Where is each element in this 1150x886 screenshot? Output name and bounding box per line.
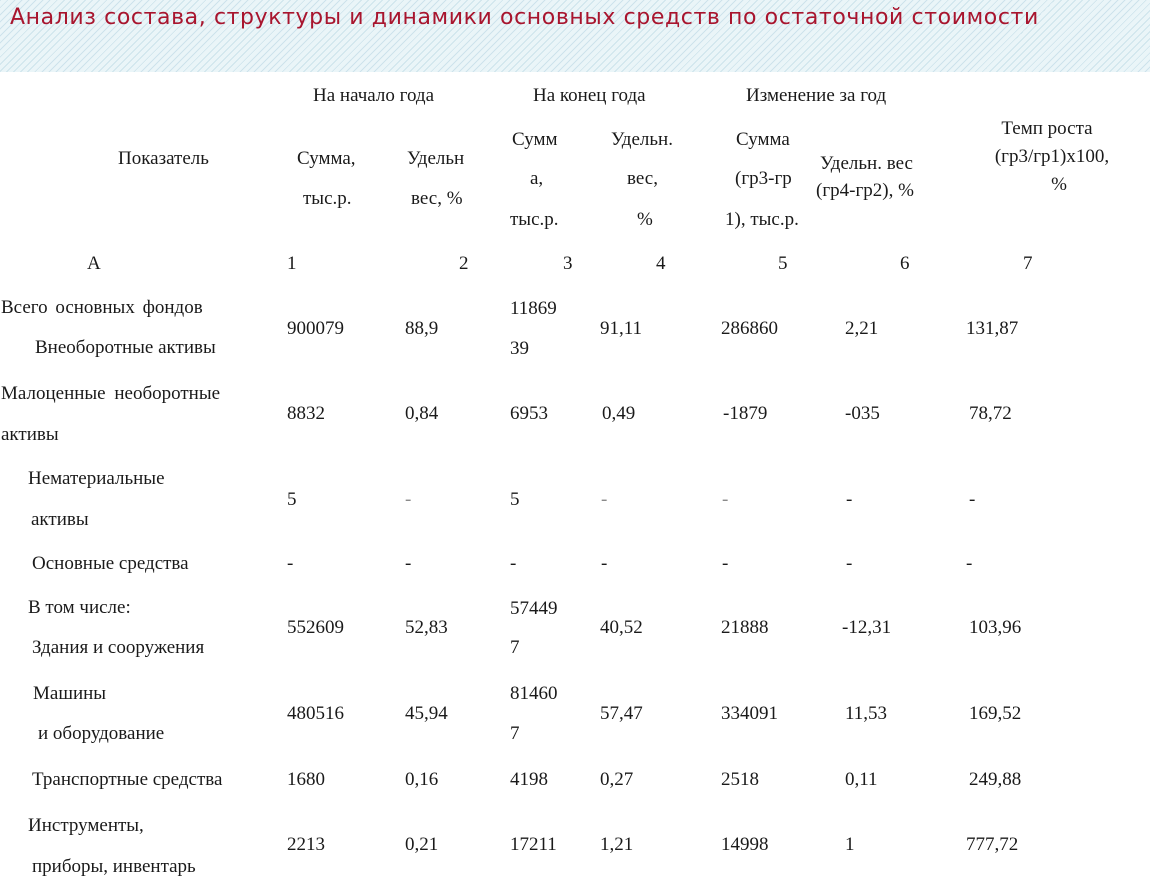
header-c1-line2: тыс.р. — [303, 188, 352, 209]
number-3-clip — [563, 245, 571, 283]
cell-c7: - — [966, 553, 973, 574]
cell-c5: 2518 — [721, 769, 759, 790]
cell-c6: -035 — [845, 403, 880, 424]
row-label: Транспортные средства — [32, 769, 223, 790]
cell-c4: 91,11 — [600, 318, 643, 339]
header-c2-line1: Удельн — [407, 148, 465, 169]
header-c5-line3: 1), тыс.р. — [725, 209, 799, 230]
number-6: 6 — [900, 253, 910, 274]
header-c3-line3: тыс.р. — [510, 209, 559, 230]
cell-c4: 0,27 — [600, 769, 634, 790]
cell-c6: -12,31 — [842, 617, 892, 638]
cell-c3: 17211 — [510, 834, 557, 855]
cell-c2: 45,94 — [405, 703, 448, 724]
row-label: Нематериальные — [28, 468, 165, 489]
cell-c4: - — [601, 553, 608, 574]
cell-c7: - — [969, 489, 976, 510]
cell-c5: - — [722, 489, 729, 510]
header-c6-line1: Удельн. вес — [820, 153, 913, 174]
cell-c1: 552609 — [287, 617, 344, 638]
cell-c6: - — [846, 489, 853, 510]
row-label: и оборудование — [38, 723, 165, 744]
header-c4-line3: % — [637, 209, 653, 230]
cell-c1: 8832 — [287, 403, 325, 424]
cell-c7: 103,96 — [969, 617, 1022, 638]
cell-c7: 249,88 — [969, 769, 1022, 790]
number-2: 2 — [459, 253, 469, 274]
cell-c3: 39 — [510, 338, 529, 359]
cell-c6: 2,21 — [845, 318, 879, 339]
cell-c5: -1879 — [723, 403, 768, 424]
cell-c6: 0,11 — [845, 769, 878, 790]
row-label: Малоценные необоротные — [1, 383, 221, 404]
cell-c1: 2213 — [287, 834, 325, 855]
row-label: Основные средства — [32, 553, 189, 574]
cell-c3: 57449 — [510, 598, 558, 619]
header-c7-line3: % — [1051, 174, 1067, 195]
cell-c6: 1 — [845, 834, 855, 855]
header-c3-line1: Сумм — [512, 129, 558, 150]
cell-c5: 286860 — [721, 318, 778, 339]
title-banner — [0, 0, 1150, 72]
group-header-change: Изменение за год — [746, 85, 887, 106]
cell-c3: 7 — [510, 723, 520, 744]
header-c1-line1: Сумма, — [297, 148, 356, 169]
row-label: Машины — [33, 683, 107, 704]
slide-title: Анализ состава, структуры и динамики основных средств по остаточной стоимости — [10, 5, 1039, 30]
cell-c1: - — [287, 553, 294, 574]
cell-c4: - — [601, 489, 608, 510]
cell-c2: - — [405, 553, 412, 574]
header-c5-line1: Сумма — [736, 129, 790, 150]
cell-c3: 5 — [510, 489, 520, 510]
cell-c4: 1,21 — [600, 834, 634, 855]
cell-c1: 5 — [287, 489, 297, 510]
header-c7-line1: Темп роста — [1001, 118, 1093, 139]
row-label: Здания и сооружения — [32, 637, 205, 658]
row-label: Всего основных фондов — [1, 297, 203, 318]
row-label: Инструменты, — [28, 815, 144, 836]
header-c5-line2: (гр3-гр — [735, 168, 792, 189]
cell-c4: 0,49 — [602, 403, 636, 424]
cell-c3: 4198 — [510, 769, 548, 790]
cell-c5: 21888 — [721, 617, 769, 638]
cell-c3: 11869 — [510, 298, 557, 319]
cell-c7: 131,87 — [966, 318, 1019, 339]
cell-c4: 40,52 — [600, 617, 643, 638]
cell-c7: 78,72 — [969, 403, 1012, 424]
cell-c3: 6953 — [510, 403, 548, 424]
row-label: активы — [1, 424, 59, 445]
number-5: 5 — [778, 253, 788, 274]
group-header-start: На начало года — [313, 85, 435, 106]
cell-c5: - — [722, 553, 729, 574]
cell-c2: 88,9 — [405, 318, 439, 339]
cell-c4: 57,47 — [600, 703, 643, 724]
cell-c3: 7 — [510, 637, 520, 658]
cell-c3: 81460 — [510, 683, 558, 704]
cell-c2: 0,16 — [405, 769, 439, 790]
cell-c2: 0,84 — [405, 403, 439, 424]
number-a: А — [87, 253, 101, 274]
row-label: приборы, инвентарь — [32, 856, 196, 877]
header-indicator: Показатель — [118, 148, 209, 169]
number-4: 4 — [656, 253, 666, 274]
cell-c5: 334091 — [721, 703, 778, 724]
header-c4-line2: вес, — [627, 168, 658, 189]
cell-c1: 900079 — [287, 318, 344, 339]
row-label-clip — [0, 848, 300, 877]
cell-c1: 1680 — [287, 769, 325, 790]
row-label: В том числе: — [28, 597, 131, 618]
cell-c2: - — [405, 489, 412, 510]
number-7: 7 — [1023, 253, 1033, 274]
number-1: 1 — [287, 253, 297, 274]
number-3: 3 — [563, 253, 573, 274]
cell-c6: 11,53 — [845, 703, 888, 724]
cell-c2: 52,83 — [405, 617, 448, 638]
cell-c6: - — [846, 553, 853, 574]
header-c7-line2: (гр3/гр1)х100, — [994, 146, 1110, 167]
header-c3-line2: а, — [530, 168, 544, 189]
row-label: активы — [31, 509, 89, 530]
group-header-end: На конец года — [533, 85, 646, 106]
cell-c7: 777,72 — [966, 834, 1019, 855]
header-c6-line2: (гр4-гр2), % — [816, 180, 914, 201]
header-c4-line1: Удельн. — [611, 129, 673, 150]
cell-c3: - — [510, 553, 517, 574]
header-c2-line2: вес, % — [411, 188, 463, 209]
cell-c7: 169,52 — [969, 703, 1022, 724]
cell-c1: 480516 — [287, 703, 344, 724]
row-label: Внеоборотные активы — [35, 337, 216, 358]
cell-c2: 0,21 — [405, 834, 439, 855]
cell-c5: 14998 — [721, 834, 769, 855]
